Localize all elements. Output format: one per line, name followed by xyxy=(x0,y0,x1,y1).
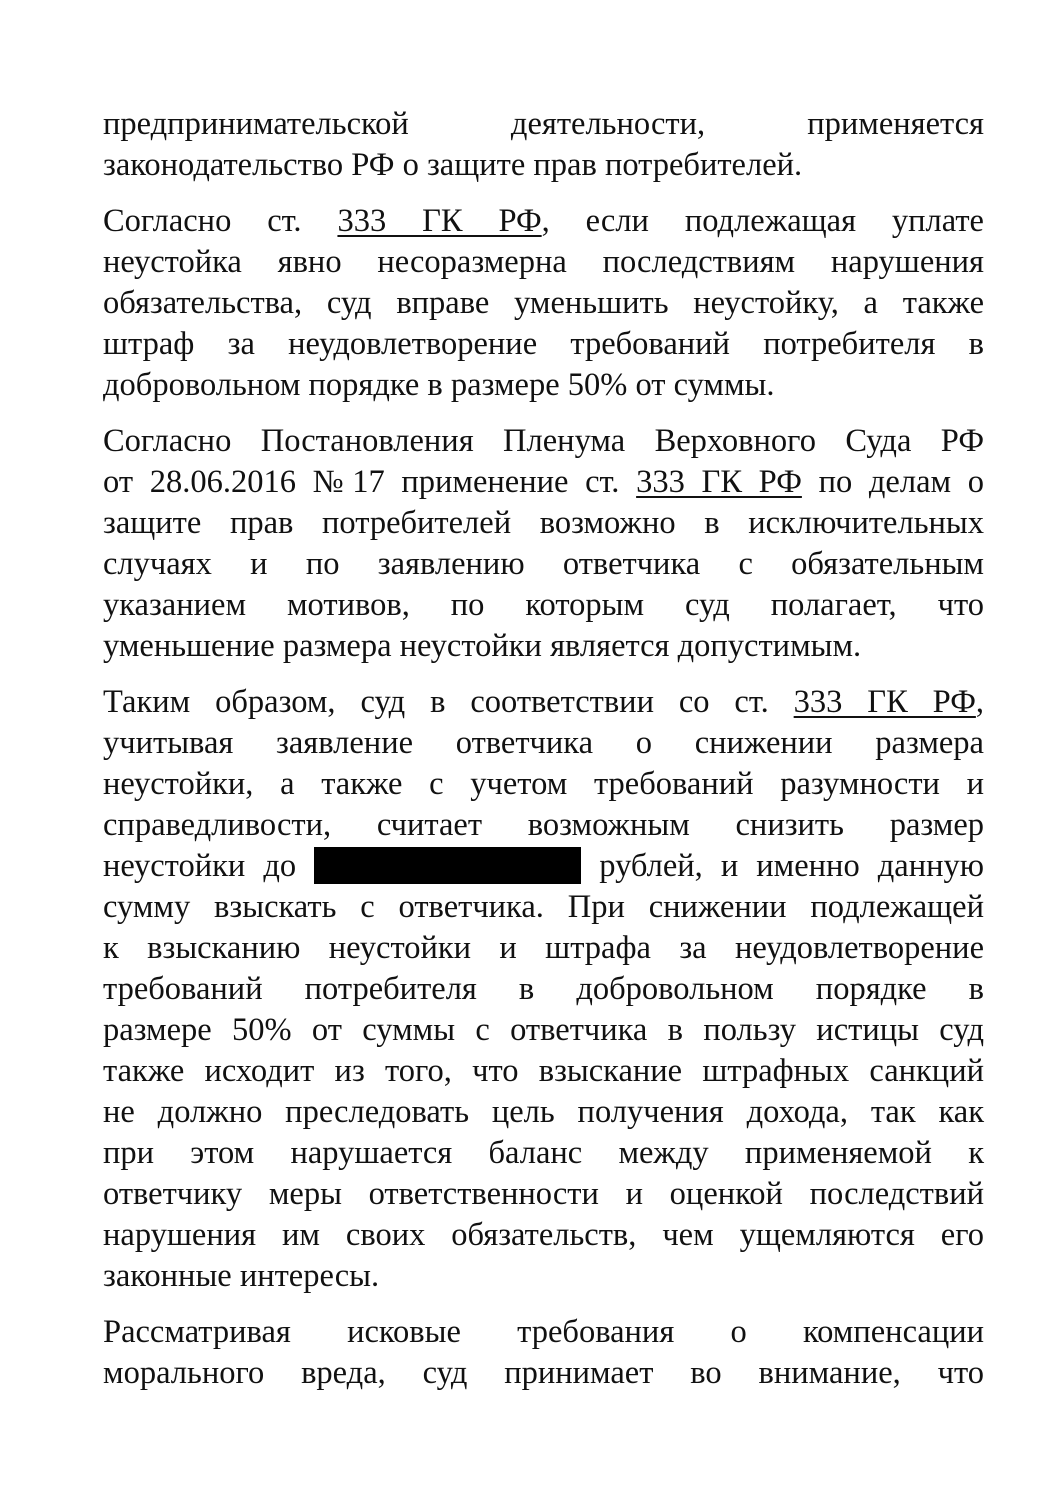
text-line: добровольном порядке в размере 50% от суммы. xyxy=(103,367,775,403)
paragraph-2 xyxy=(103,201,984,406)
text-line xyxy=(103,846,984,887)
text-line: учитывая заявление ответчика о снижении размера xyxy=(103,725,984,761)
text-line: неустойки, а также с учетом требований разумности и xyxy=(103,766,984,802)
text-line: размере 50% от суммы с ответчика в пользу истицы суд xyxy=(103,1012,984,1048)
text-line: требований потребителя в добровольном порядке в xyxy=(103,971,984,1007)
paragraph-1 xyxy=(103,104,984,186)
text-line: при этом нарушается баланс между применяемой к xyxy=(103,1135,984,1171)
text-line: также исходит из того, что взыскание штрафных санкций xyxy=(103,1053,984,1089)
text-line: неустойка явно несоразмерна последствиям нарушения xyxy=(103,244,984,280)
text-line: справедливости, считает возможным снизить размер xyxy=(103,807,984,843)
law-link-333[interactable]: 333 ГК РФ xyxy=(636,464,802,500)
text-fragment: неустойки до xyxy=(103,848,297,884)
text-line xyxy=(103,682,984,723)
text-line: Согласно Постановления Пленума Верховного Суда РФ xyxy=(103,423,984,459)
text-fragment: от 28.06.2016 №17 применение ст. xyxy=(103,464,620,500)
text-line: защите прав потребителей возможно в исключительных xyxy=(103,505,984,541)
text-line xyxy=(103,201,984,242)
law-link-333[interactable]: 333 ГК РФ xyxy=(337,203,542,239)
text-line: законодательство РФ о защите прав потребителей. xyxy=(103,147,803,183)
text-fragment: рублей, и именно данную xyxy=(599,848,985,884)
text-fragment: Согласно ст. xyxy=(103,203,302,239)
text-fragment: , если подлежащая уплате xyxy=(541,203,984,239)
text-fragment: Таким образом, суд в соответствии со ст. xyxy=(103,684,769,720)
text-fragment: по делам о xyxy=(818,464,984,500)
paragraph-3 xyxy=(103,421,984,667)
text-line: Рассматривая исковые требования о компенсации xyxy=(103,1314,984,1350)
text-line: случаях и по заявлению ответчика с обязательным xyxy=(103,546,984,582)
law-link-333[interactable]: 333 ГК РФ xyxy=(793,684,976,720)
paragraph-4 xyxy=(103,682,984,1297)
text-line: ответчику меры ответственности и оценкой последствий xyxy=(103,1176,984,1212)
text-fragment: , xyxy=(975,684,984,720)
document-body xyxy=(103,104,984,1409)
text-line: обязательства, суд вправе уменьшить неустойку, а также xyxy=(103,285,984,321)
text-line xyxy=(103,462,984,503)
text-line: уменьшение размера неустойки является допустимым. xyxy=(103,628,862,664)
text-line: указанием мотивов, по которым суд полагает, что xyxy=(103,587,984,623)
text-line: морального вреда, суд принимает во внимание, что xyxy=(103,1355,984,1391)
redaction-box xyxy=(314,847,581,884)
text-line: сумму взыскать с ответчика. При снижении подлежащей xyxy=(103,889,984,925)
text-line: законные интересы. xyxy=(103,1258,380,1294)
paragraph-5 xyxy=(103,1312,984,1394)
text-line: нарушения им своих обязательств, чем ущемляются его xyxy=(103,1217,984,1253)
text-line: предпринимательской деятельности, применяется xyxy=(103,106,984,142)
text-line: штраф за неудовлетворение требований потребителя в xyxy=(103,326,984,362)
text-line: к взысканию неустойки и штрафа за неудовлетворение xyxy=(103,930,984,966)
text-line: не должно преследовать цель получения дохода, так как xyxy=(103,1094,984,1130)
